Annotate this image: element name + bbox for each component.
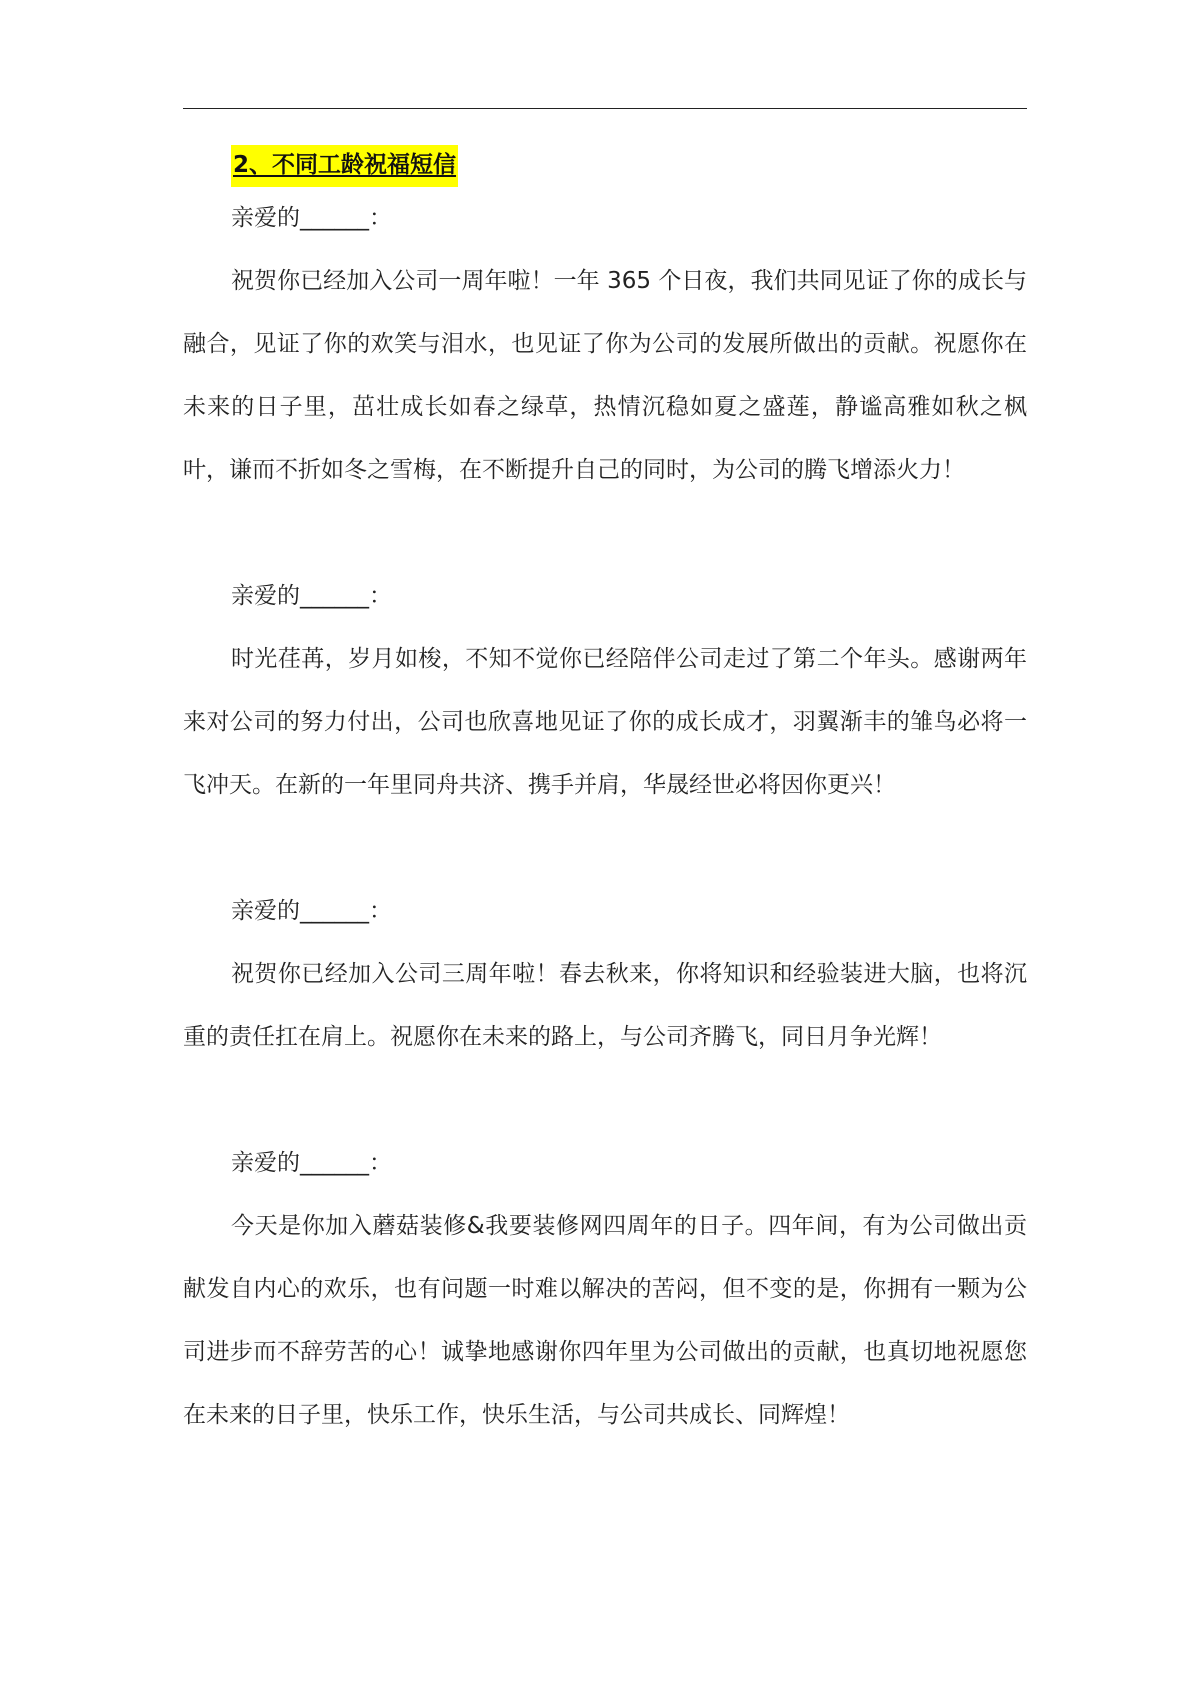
spacer: [183, 502, 1027, 565]
heading-row: [183, 145, 1027, 187]
spacer: [183, 1069, 1027, 1132]
letter-salutation: 亲爱的______：: [231, 583, 392, 609]
letter-salutation: 亲爱的______：: [231, 205, 392, 231]
letter-2: [183, 565, 1027, 817]
letter-body: 今天是你加入蘑菇装修&我要装修网四周年的日子。四年间，有为公司做出贡献发自内心的欢乐，也有问题一时难以解决的苦闷，但不变的是，你拥有一颗为公司进步而不辞劳苦的心！诚挚地感谢你四年里为公司做出的贡献，也真切地祝愿您在未来的日子里，快乐工作，快乐生活，与公司共成长、同辉煌！: [183, 1213, 1027, 1428]
document-body: [183, 145, 1027, 1447]
spacer: [183, 817, 1027, 880]
letter-4: [183, 1132, 1027, 1447]
header-rule: [183, 108, 1027, 109]
letter-1: [183, 187, 1027, 502]
letter-3: [183, 880, 1027, 1069]
section-heading: 2、不同工龄祝福短信: [231, 145, 458, 187]
letter-body: 祝贺你已经加入公司一周年啦！一年 365 个日夜，我们共同见证了你的成长与融合，见证了你的欢笑与泪水，也见证了你为公司的发展所做出的贡献。祝愿你在未来的日子里，茁壮成长如春之绿草，热情沉稳如夏之盛莲，静谧高雅如秋之枫叶，谦而不折如冬之雪梅，在不断提升自己的同时，为公司的腾飞增添火力！: [183, 268, 1027, 483]
letter-body: 时光荏苒，岁月如梭，不知不觉你已经陪伴公司走过了第二个年头。感谢两年来对公司的努力付出，公司也欣喜地见证了你的成长成才，羽翼渐丰的雏鸟必将一飞冲天。在新的一年里同舟共济、携手并肩，华晟经世必将因你更兴！: [183, 646, 1027, 798]
letter-salutation: 亲爱的______：: [231, 898, 392, 924]
letter-salutation: 亲爱的______：: [231, 1150, 392, 1176]
letter-body: 祝贺你已经加入公司三周年啦！春去秋来，你将知识和经验装进大脑，也将沉重的责任扛在肩上。祝愿你在未来的路上，与公司齐腾飞，同日月争光辉！: [183, 961, 1027, 1050]
